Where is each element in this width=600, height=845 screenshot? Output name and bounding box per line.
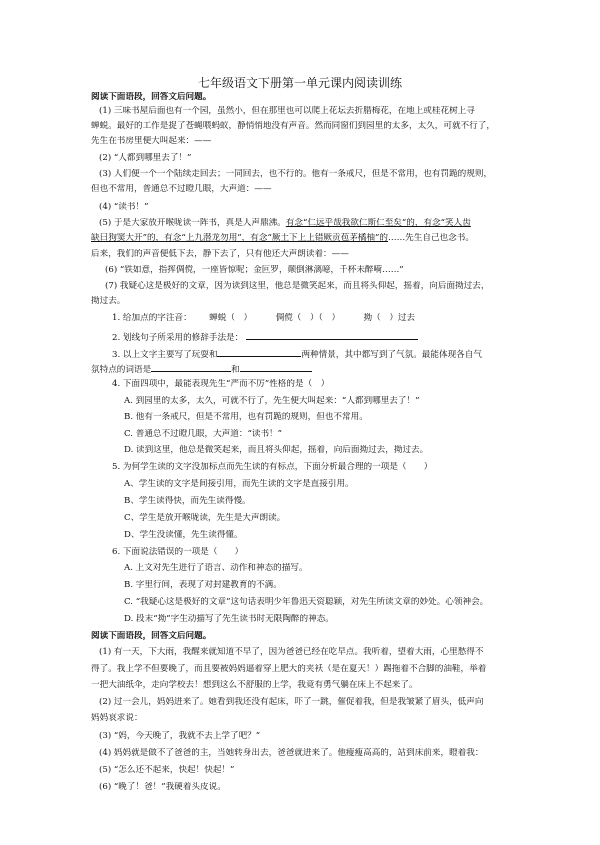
answer-blank[interactable] <box>151 362 231 372</box>
para5-text: (5) 于是大家放开喉咙读一阵书，真是人声鼎沸。 <box>99 218 286 228</box>
passage1-line: (7) 我疑心这是极好的文章，因为读到这里，他总是微笑起来，而且将头仰起，摇着，向后面拗过去， <box>105 281 490 291</box>
question-6-option: A. 上文对先生进行了语言、动作和神态的描写。 <box>124 563 308 573</box>
question-1-label: 1. 给加点的字注音： <box>112 313 192 323</box>
passage2-line: 一把大油纸伞，走向学校去！想到这么不舒服的上学，我竟有勇气躺在床上不起来了。 <box>91 680 418 690</box>
passage1-line: 后来，我们的声音便低下去，静下去了，只有他还大声朗读着：—— <box>91 249 349 259</box>
passage2-line: 妈妈哀求说： <box>91 713 143 723</box>
underlined-sentence: 有念“仁远乎哉我欲仁斯仁至矣”的，有念“笑人齿 <box>285 218 471 228</box>
question-1 <box>112 313 530 324</box>
question-1-word: 蝉蜕（ ） <box>209 313 253 323</box>
passage1-line: 蝉蜕。最好的工作是捉了苍蝇喂蚂蚁，静悄悄地没有声音。然而同窗们到园里的太多，太久，可就不行了， <box>91 121 495 131</box>
question-1-word: 倜傥（ ）（ ） <box>275 313 341 323</box>
underlined-sentence: 缺曰狗窦大开”的，有念“上九潜龙勿用”，有念“厥土下上上错厥贡苞茅橘柚”的 <box>91 233 388 243</box>
passage1-para5-line1 <box>91 218 530 229</box>
passage2-line: (4) 妈妈就是做不了爸爸的主，当她转身出去，爸爸就进来了。他瘦瘦高高的，站到床前来，瞪着我： <box>99 748 484 758</box>
passage1-line: 拗过去。 <box>91 296 126 306</box>
question-5-option: B、学生读得快，而先生读得慢。 <box>124 496 251 506</box>
question-5-stem: 5. 为何学生读的文字没加标点而先生读的有标点，下面分析最合理的一项是（ ） <box>112 462 433 472</box>
passage2-line: (1) 有一天，下大雨，我醒来就知道不早了，因为爸爸已经在吃早点。我听着，望着大雨，心里愁得不 <box>99 647 484 657</box>
question-4-option: C. 普通总不过瞪几眼，大声道：“读书！” <box>124 429 283 439</box>
question-4-option: D. 读到这里，他总是微笑起来，而且将头仰起，摇着，向后面拗过去，拗过去。 <box>124 445 429 455</box>
question-3-text: 两种情景，其中都写到了气氛。最能体现各自气 <box>301 350 482 360</box>
question-4-option: A. 到园里的太多，太久，可就不行了，先生便大叫起来：“人都到哪里去了！” <box>124 396 420 406</box>
passage1-line: (4) “读书！” <box>99 202 149 212</box>
question-3-text: 和 <box>231 365 240 375</box>
passage2-line: (6) “晚了！爸！”我硬着头皮说。 <box>99 782 226 792</box>
passage1-para5-line2 <box>91 233 530 244</box>
passage2-line: 得了。我上学不但要晚了，而且要被妈妈逼着穿上肥大的夹袄（是在夏天！）踢拖着不合脚的油鞋，举着 <box>91 664 487 674</box>
question-2 <box>112 330 530 344</box>
question-6-stem: 6. 下面说法错误的一项是（ ） <box>112 547 244 557</box>
question-1-word: 拗（ ）过去 <box>363 313 416 323</box>
question-3-line2 <box>91 362 530 376</box>
passage1-line: (1) 三味书屋后面也有一个园，虽然小，但在那里也可以爬上花坛去折腊梅花，在地上或桂花树上寻 <box>99 106 475 116</box>
question-5-option: A、学生读的文字是间接引用，而先生读的文字是直接引用。 <box>124 479 354 489</box>
passage1-line: 但也不常用，普通总不过瞪几眼，大声道：—— <box>91 184 272 194</box>
answer-blank[interactable] <box>240 362 312 372</box>
question-6-option: D. 段末“拗”字生动描写了先生读书时无限陶醉的神态。 <box>124 614 334 624</box>
passage1-line: (2) “人都到哪里去了！” <box>99 153 192 163</box>
question-6-option: C. “我疑心这是极好的文章”这句话表明少年鲁迅天资聪颖，对先生所读文章的妙处。心领神会。 <box>124 597 489 607</box>
question-3-text: 3. 以上文字主要写了玩耍和 <box>112 350 218 360</box>
passage2-line: (3) “妈，今天晚了，我就不去上学了吧？” <box>99 731 261 741</box>
answer-blank[interactable] <box>217 347 301 357</box>
section2-heading: 阅读下面语段，回答文后问题。 <box>91 631 212 641</box>
question-5-option: D、学生没读懂，先生读得懂。 <box>124 530 243 540</box>
passage2-line: (2) 过一会儿，妈妈进来了。她看到我还没有起床，吓了一跳，催促着我，但是我皱紧了眉头，低声向 <box>99 697 484 707</box>
page-title: 七年级语文下册第一单元课内阅读训练 <box>197 76 402 90</box>
para5-text: ……先生自己也念书。 <box>387 233 474 243</box>
question-2-stem: 2. 划线句子所采用的修辞手法是： <box>112 333 244 343</box>
passage1-line: 先生在书房里便大叫起来：—— <box>91 136 212 146</box>
question-6-option: B. 字里行间，表现了对封建教育的不满。 <box>124 580 282 590</box>
section1-heading: 阅读下面语段，回答文后问题。 <box>91 92 212 102</box>
question-4-stem: 4. 下面四项中，最能表现先生“严而不厉”性格的是（ ） <box>112 379 330 389</box>
question-3-text: 氛特点的词语是 <box>91 365 152 375</box>
question-5-option: C、学生是放开喉咙读，先生是大声朗读。 <box>124 513 286 523</box>
answer-blank[interactable] <box>246 330 418 340</box>
question-4-option: B. 他有一条戒尺，但是不常用，也有罚跪的规则，但也不常用。 <box>124 412 368 422</box>
question-3-line1 <box>112 347 530 361</box>
passage1-line: (6) “铁如意，指挥倜傥，一座皆惊呢；金叵罗，颠倒淋漓噫，千杯未醉嗬……” <box>105 265 404 275</box>
passage1-line: (3) 人们便一个一个陆续走回去；一同回去，也不行的。他有一条戒尺，但是不常用，也有罚跪的规则， <box>99 169 493 179</box>
passage2-line: (5) “怎么还不起来，快起！快起！” <box>99 765 235 775</box>
